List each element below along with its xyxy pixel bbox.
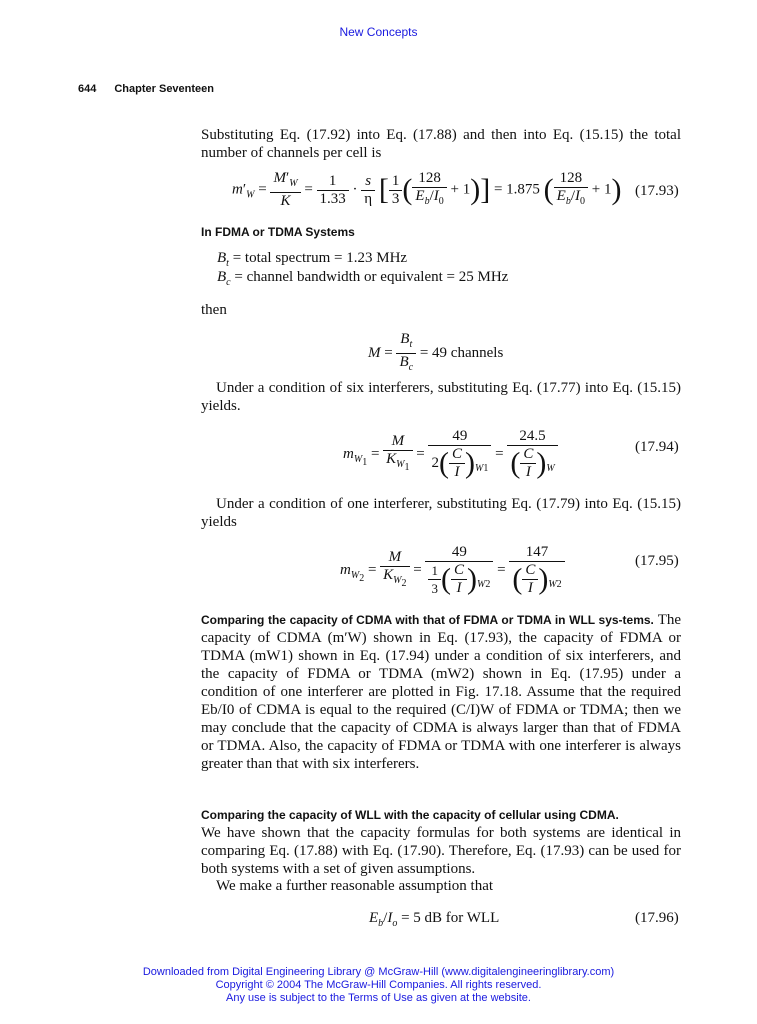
paragraph-compare-wll-cellular — [201, 806, 681, 878]
paragraph-one-interferer: Under a condition of one interferer, substituting Eq. (17.79) into Eq. (15.15) yields — [201, 496, 681, 530]
bc-definition: $B_c$ = channel bandwidth or equivalent = 25 MHz — [217, 269, 509, 288]
chapter-title: Chapter Seventeen — [114, 83, 215, 95]
paragraph-six-interferers: Under a condition of six interferers, substituting Eq. (17.77) into Eq. (15.15) yields. — [201, 380, 681, 414]
then-text: then — [201, 302, 227, 318]
equation-17-94: $m_{W_1}$ = $\frac{M}{K_{W_1}}$ = 49 2( $\frac{C}{I}$ )$_{W1}$ = 24.5 ( $\frac{C}{I}$ )$_W$ — [343, 428, 558, 481]
running-head — [78, 83, 232, 95]
compare2-text: We have shown that the capacity formulas for both systems are identical in comparing Eq. (17.88) with Eq. (17.90). Therefore, Eq. (17.93) can be used for both systems with a set of given assumptions. — [201, 825, 681, 877]
bt-definition: $B_t$ = total spectrum = 1.23 MHz — [217, 250, 408, 269]
paragraph-assumption: We make a further reasonable assumption that — [216, 878, 494, 894]
equation-number-17-95: (17.95) — [635, 553, 679, 569]
equation-number-17-94: (17.94) — [635, 439, 679, 455]
compare1-text: The capacity of CDMA (m′W) shown in Eq. (17.93), the capacity of FDMA or TDMA (mW1) shown in Eq. (17.94) under a condition of six interferers, and the capacity of FDMA or TDMA (mW2) shown in Eq. (17.95) under a condition of one interferer are plotted in Fig. 17.18. Assume that the required Eb/I0 of CDMA is equal to the required (C/I)W of FDMA or TDMA; then we may conclude that the capacity of CDMA is always larger than that of FDMA or TDMA. Also, the capacity of FDMA or TDMA with one interferer is always greater than that with six interferers. — [201, 612, 682, 772]
run-in-heading-compare2: Comparing the capacity of WLL with the capacity of cellular using CDMA. — [201, 808, 619, 822]
footer-copyright: Copyright © 2004 The McGraw-Hill Companies. All rights reserved. — [215, 979, 542, 991]
equation-number-17-96: (17.96) — [635, 910, 679, 926]
paragraph-compare-cdma-fdma — [201, 611, 681, 773]
equation-17-95: $m_{W_2}$ = $\frac{M}{K_{W_2}}$ = 49 $\frac{1}{3}$ ( $\frac{C}{I}$ )$_{W2}$ = 147 ( $\frac{C}{I}$ )$_{W2}$ — [340, 544, 565, 597]
equation-M: M = $\frac{B_t}{B_c}$ = 49 channels — [368, 331, 504, 373]
paragraph-substituting: Substituting Eq. (17.92) into Eq. (17.88) and then into Eq. (15.15) the total number of channels per cell is — [201, 127, 681, 161]
top-link[interactable]: New Concepts — [339, 25, 418, 39]
section-heading-fdma: In FDMA or TDMA Systems — [201, 225, 355, 239]
run-in-heading-compare1: Comparing the capacity of CDMA with that of FDMA or TDMA in WLL sys-tems. — [201, 613, 654, 627]
footer — [0, 966, 757, 1005]
equation-17-93: $m'_W$ = $\frac{M'_W}{K}$ = $\frac{1}{1.33}$ · $\frac{s}{\eta}$ [ $\frac{1}{3}$ ( $\frac{128}{E_b/I_0}$ + 1)] = 1.875 ( $\frac{128}{E_b/I_0}$ + 1) — [232, 170, 622, 209]
page-number: 644 — [78, 83, 97, 95]
equation-number-17-93: (17.93) — [635, 183, 679, 199]
footer-download-link[interactable]: Downloaded from Digital Engineering Library @ McGraw-Hill (www.digitalengineeringlibrary.com) — [142, 966, 615, 978]
footer-terms-link[interactable]: Any use is subject to the Terms of Use as given at the website. — [226, 992, 531, 1004]
equation-17-96: $E_b/I_o = 5$ dB for WLL — [369, 910, 500, 929]
